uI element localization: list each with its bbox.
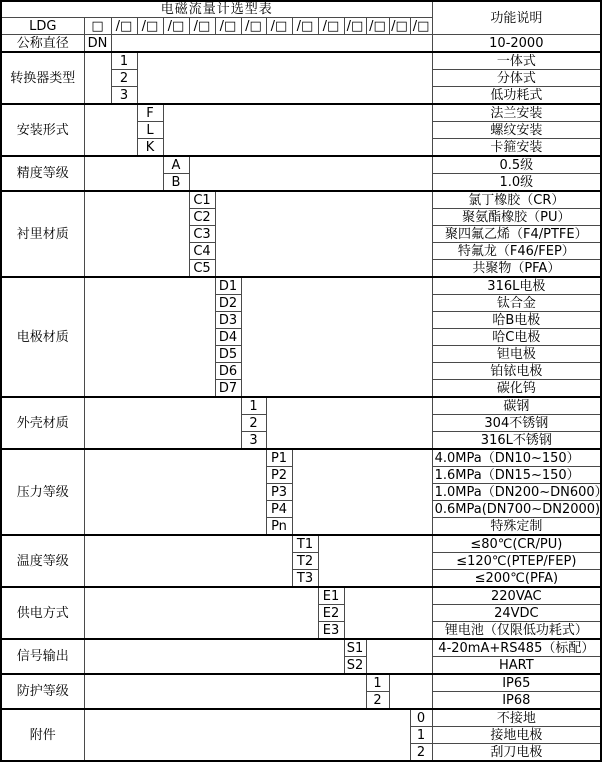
empty-cell (137, 52, 432, 104)
model-code-slot: /□ (344, 18, 366, 35)
option-description: 铂铱电极 (432, 363, 601, 380)
category-label: 安装形式 (1, 104, 84, 156)
empty-cell (84, 587, 318, 639)
option-description: 钽电极 (432, 346, 601, 363)
category-label: 防护等级 (1, 674, 84, 709)
empty-cell (389, 674, 432, 709)
option-code: D5 (215, 346, 241, 363)
empty-cell (366, 639, 432, 674)
category-label: 信号输出 (1, 639, 84, 674)
model-code-slot: /□ (292, 18, 318, 35)
category-label: 温度等级 (1, 535, 84, 587)
option-description: 钛合金 (432, 295, 601, 312)
option-code: C4 (189, 243, 215, 260)
empty-cell (84, 277, 215, 397)
option-code: D7 (215, 380, 241, 398)
option-row (1, 674, 601, 692)
title-row (1, 1, 601, 18)
model-first-code-box: □ (84, 18, 111, 35)
model-code-slot: /□ (318, 18, 344, 35)
option-description: 特氟龙（F46/FEP） (432, 243, 601, 260)
category-label: 供电方式 (1, 587, 84, 639)
category-label: 精度等级 (1, 156, 84, 191)
option-description: 0.5级 (432, 156, 601, 174)
option-description: 1.6MPa（DN15~150） (432, 467, 601, 484)
option-description: 共聚物（PFA） (432, 260, 601, 278)
option-description: 聚四氟乙烯（F4/PTFE） (432, 226, 601, 243)
option-row (1, 52, 601, 70)
category-label: 衬里材质 (1, 191, 84, 277)
option-row (1, 35, 601, 53)
option-description: 316L电极 (432, 277, 601, 295)
option-code: 1 (410, 727, 432, 744)
option-description: 低功耗式 (432, 87, 601, 105)
option-description: 10-2000 (432, 35, 601, 53)
empty-cell (84, 52, 111, 104)
option-description: 哈C电极 (432, 329, 601, 346)
category-label: 转换器类型 (1, 52, 84, 104)
empty-cell (292, 449, 432, 535)
option-code: B (163, 174, 189, 192)
option-code: 2 (410, 744, 432, 762)
option-description: HART (432, 657, 601, 675)
option-description: 316L不锈钢 (432, 432, 601, 450)
option-code: P4 (266, 501, 292, 518)
empty-cell (344, 587, 432, 639)
option-row (1, 191, 601, 209)
category-label: 电极材质 (1, 277, 84, 397)
option-row (1, 277, 601, 295)
option-description: 1.0级 (432, 174, 601, 192)
table-title: 电磁流量计选型表 (1, 1, 432, 18)
empty-cell (84, 191, 189, 277)
option-description: 特殊定制 (432, 518, 601, 536)
option-code: P3 (266, 484, 292, 501)
category-label: 外壳材质 (1, 397, 84, 449)
option-code: DN (84, 35, 111, 53)
option-code: F (137, 104, 163, 122)
model-code-slot: /□ (389, 18, 410, 35)
option-description: 4.0MPa（DN10~150） (432, 449, 601, 467)
option-code: 1 (111, 52, 137, 70)
option-description: 螺纹安装 (432, 122, 601, 139)
option-description: 4-20mA+RS485（标配） (432, 639, 601, 657)
option-code: 3 (111, 87, 137, 105)
option-description: 1.0MPa（DN200~DN600） (432, 484, 601, 501)
option-description: 刮刀电极 (432, 744, 601, 762)
option-code: C5 (189, 260, 215, 278)
option-description: ≤120℃(PTEP/FEP) (432, 553, 601, 570)
option-description: 分体式 (432, 70, 601, 87)
option-description: 碳化钨 (432, 380, 601, 398)
option-code: 1 (241, 397, 266, 415)
option-description: 一体式 (432, 52, 601, 70)
option-code: D1 (215, 277, 241, 295)
empty-cell (163, 104, 432, 156)
option-description: ≤200℃(PFA) (432, 570, 601, 588)
option-code: S1 (344, 639, 366, 657)
model-code-slot: /□ (111, 18, 137, 35)
option-code: C3 (189, 226, 215, 243)
empty-cell (241, 277, 432, 397)
empty-cell (318, 535, 432, 587)
option-description: 哈B电极 (432, 312, 601, 329)
option-code: S2 (344, 657, 366, 675)
option-description: IP65 (432, 674, 601, 692)
option-code: C2 (189, 209, 215, 226)
model-code-slot: /□ (366, 18, 389, 35)
model-code-slot: /□ (410, 18, 432, 35)
model-code-slot: /□ (266, 18, 292, 35)
option-row (1, 397, 601, 415)
option-description: 220VAC (432, 587, 601, 605)
model-code-slot: /□ (189, 18, 215, 35)
option-row (1, 709, 601, 727)
option-code: C1 (189, 191, 215, 209)
empty-cell (84, 535, 292, 587)
category-label: 附件 (1, 709, 84, 761)
option-row (1, 639, 601, 657)
empty-cell (111, 35, 432, 53)
empty-cell (84, 156, 163, 191)
option-code: 2 (111, 70, 137, 87)
option-description: 氯丁橡胶（CR） (432, 191, 601, 209)
option-description: 304不锈钢 (432, 415, 601, 432)
empty-cell (84, 397, 241, 449)
option-code: 1 (366, 674, 389, 692)
option-row (1, 449, 601, 467)
function-column-header: 功能说明 (432, 1, 601, 35)
option-description: 法兰安装 (432, 104, 601, 122)
option-code: Pn (266, 518, 292, 536)
option-code: L (137, 122, 163, 139)
option-row (1, 587, 601, 605)
model-prefix: LDG (1, 18, 84, 35)
model-code-slot: /□ (241, 18, 266, 35)
option-code: 3 (241, 432, 266, 450)
category-label: 公称直径 (1, 35, 84, 53)
option-description: 0.6MPa(DN700~DN2000) (432, 501, 601, 518)
model-code-slot: /□ (137, 18, 163, 35)
option-code: D6 (215, 363, 241, 380)
option-code: T1 (292, 535, 318, 553)
option-description: 接地电极 (432, 727, 601, 744)
option-code: D2 (215, 295, 241, 312)
empty-cell (84, 449, 266, 535)
option-code: T2 (292, 553, 318, 570)
option-code: 2 (241, 415, 266, 432)
empty-cell (189, 156, 432, 191)
empty-cell (84, 639, 344, 674)
option-code: D4 (215, 329, 241, 346)
empty-cell (266, 397, 432, 449)
option-code: E3 (318, 622, 344, 640)
option-code: T3 (292, 570, 318, 588)
option-description: 锂电池（仅限低功耗式） (432, 622, 601, 640)
model-code-slot: /□ (215, 18, 241, 35)
option-code: E2 (318, 605, 344, 622)
option-row (1, 535, 601, 553)
option-description: 不接地 (432, 709, 601, 727)
option-row (1, 156, 601, 174)
option-description: 24VDC (432, 605, 601, 622)
option-row (1, 104, 601, 122)
model-code-slot: /□ (163, 18, 189, 35)
empty-cell (84, 674, 366, 709)
option-code: K (137, 139, 163, 157)
option-code: P1 (266, 449, 292, 467)
empty-cell (84, 709, 410, 761)
option-code: 0 (410, 709, 432, 727)
option-code: P2 (266, 467, 292, 484)
empty-cell (84, 104, 137, 156)
option-description: 聚氨酯橡胶（PU） (432, 209, 601, 226)
option-code: 2 (366, 692, 389, 710)
option-code: A (163, 156, 189, 174)
option-code: E1 (318, 587, 344, 605)
category-label: 压力等级 (1, 449, 84, 535)
empty-cell (215, 191, 432, 277)
option-code: D3 (215, 312, 241, 329)
option-description: 卡箍安装 (432, 139, 601, 157)
option-description: IP68 (432, 692, 601, 710)
option-description: ≤80℃(CR/PU) (432, 535, 601, 553)
option-description: 碳钢 (432, 397, 601, 415)
